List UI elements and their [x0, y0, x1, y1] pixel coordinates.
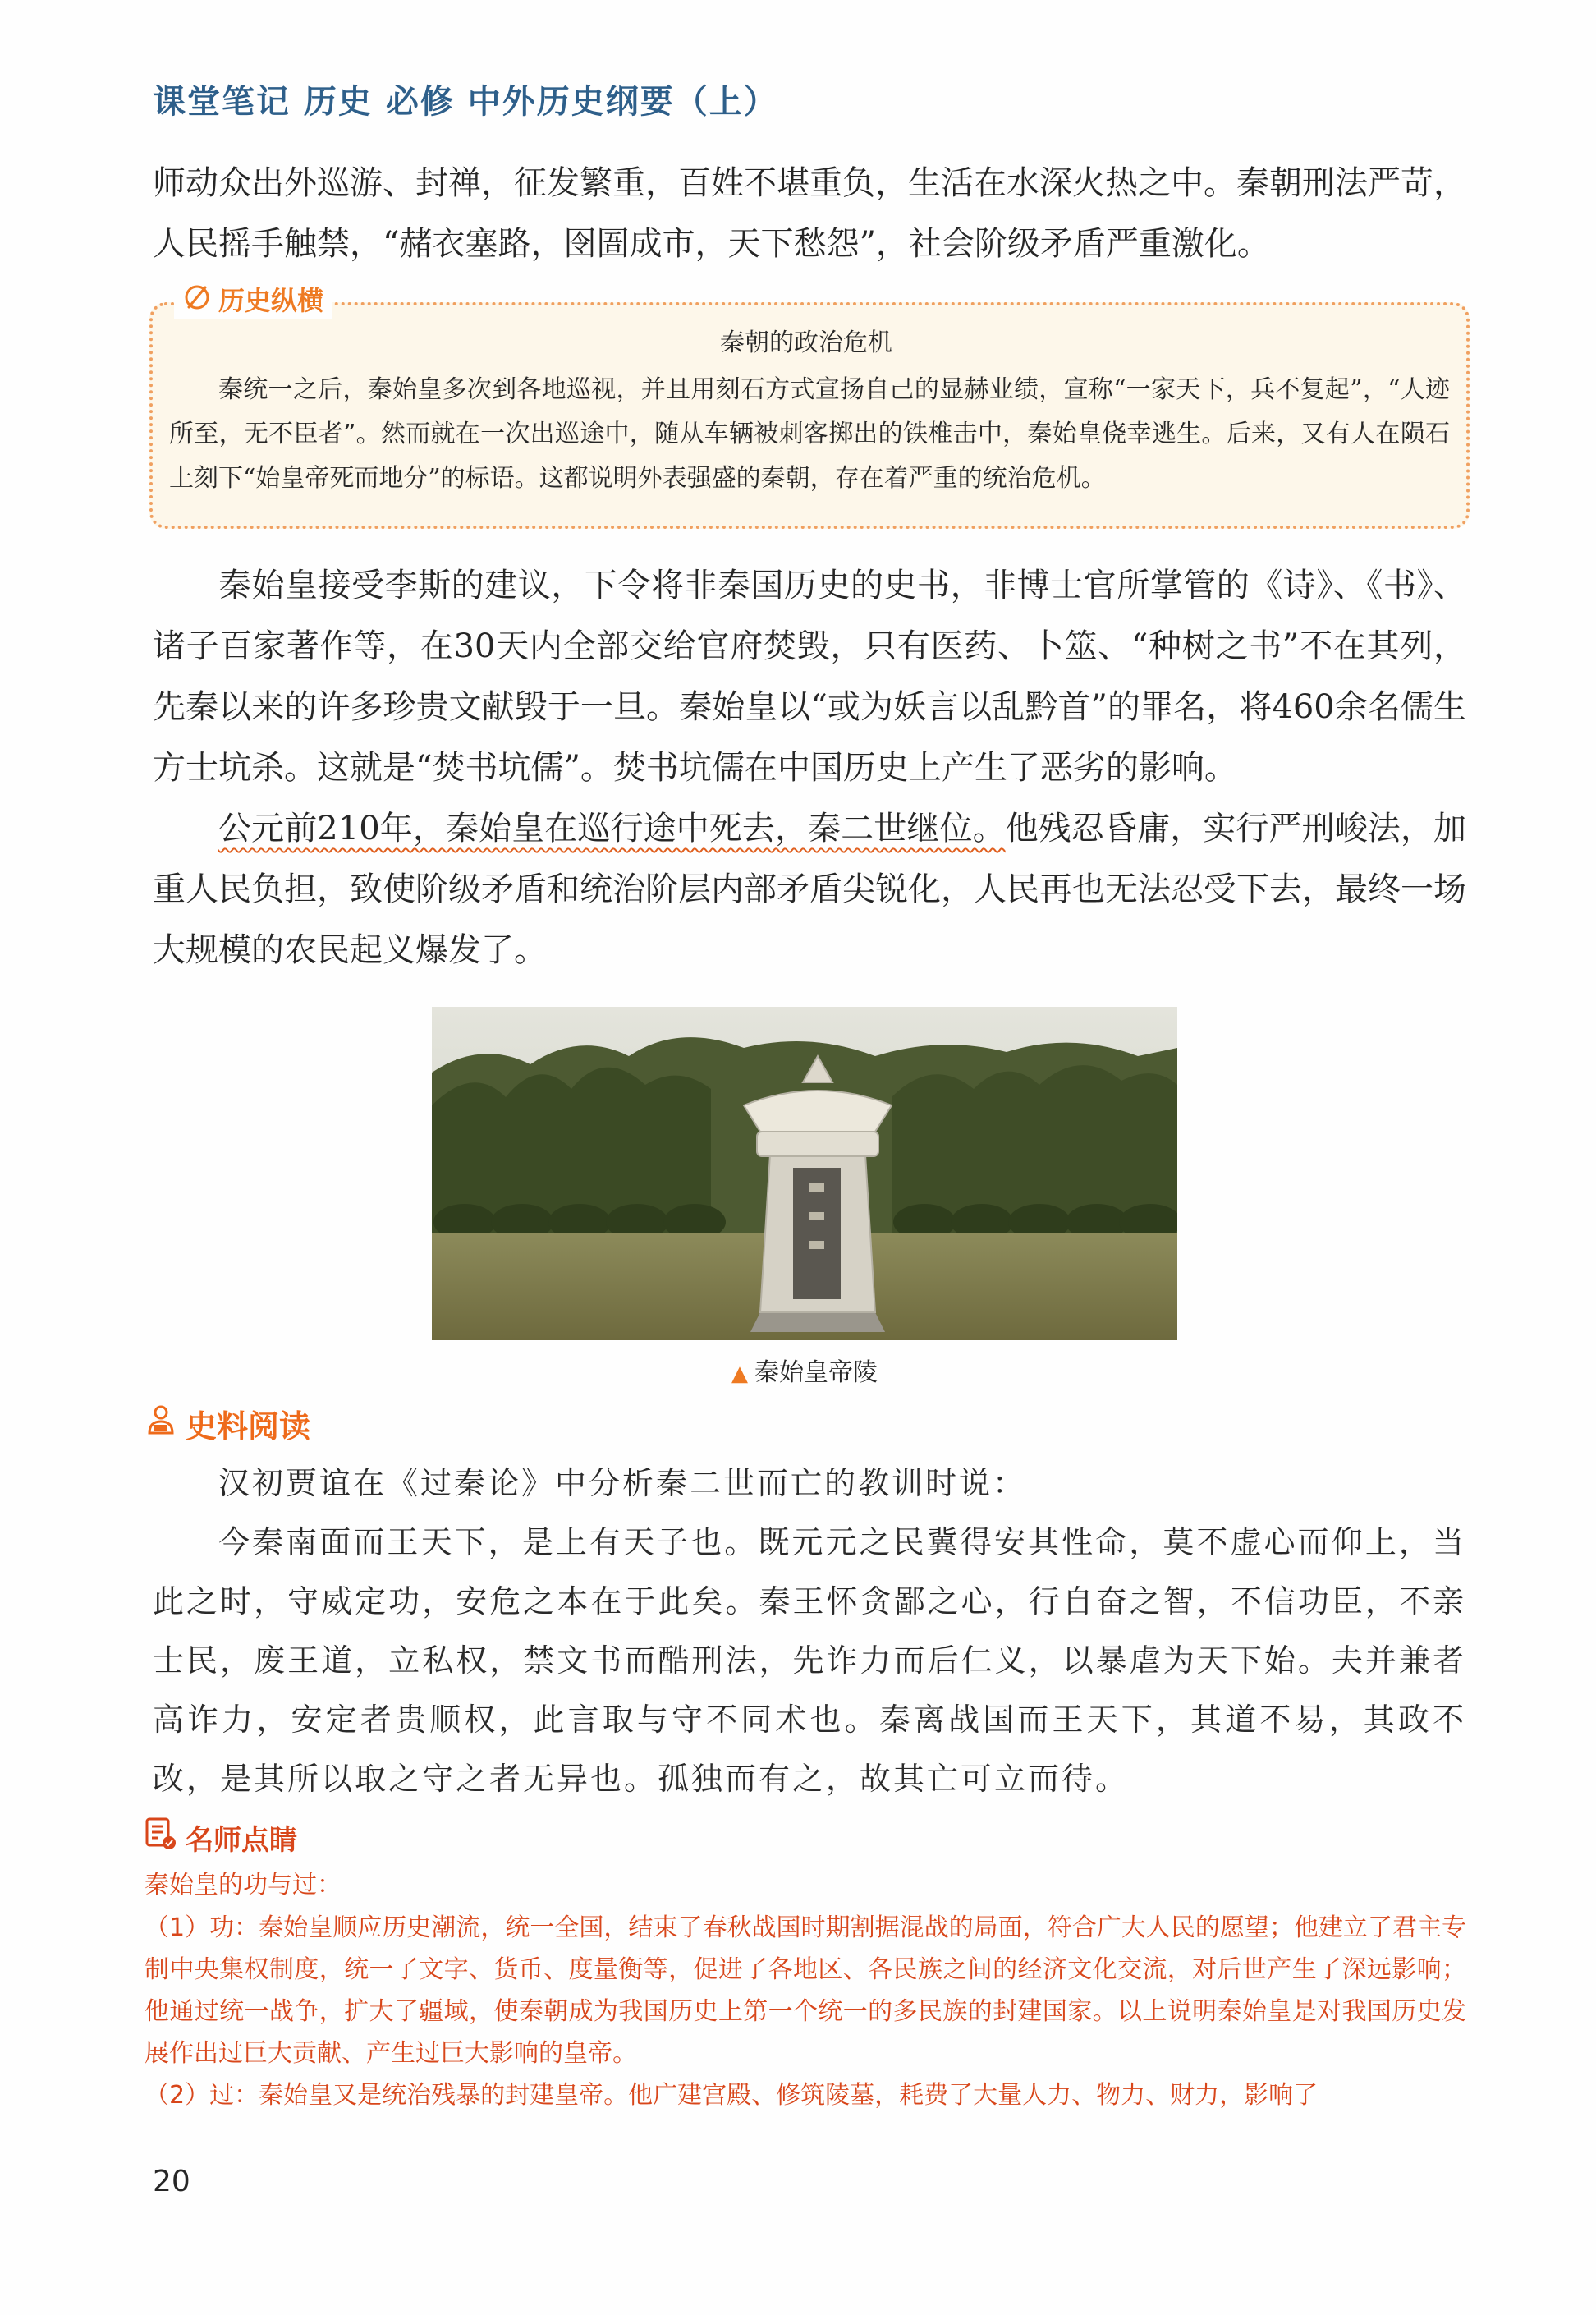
- reading-intro: 汉初贾谊在《过秦论》中分析秦二世而亡的教训时说：: [218, 1465, 1027, 1501]
- teacher-note-merit: （1）功：秦始皇顺应历史潮流，统一全国，结束了春秋战国时期割据混战的局面，符合广大人民的愿望；他建立了君主专制中央集权制度，统一了文字、货币、度量衡等，促进了各地区、各民族之间的经济文化交流，对后世产生了深远影响；他通过统一战争，扩大了疆域，使秦朝成为我国历史上第一个统一的多民族的封建国家。以上说明秦始皇是对我国历史发展作出过巨大贡献、产生过巨大影响的皇帝。: [144, 1913, 1466, 2068]
- teacher-note-label: 名师点睛: [186, 1824, 297, 1857]
- reader-icon: [144, 1403, 177, 1444]
- teacher-note-fault: （2）过：秦始皇又是统治残暴的封建皇帝。他广建宫殿、修筑陵墓，耗费了大量人力、物力、财力，影响了: [144, 2081, 1319, 2110]
- running-header: 课堂笔记 历史 必修 中外历史纲要（上）: [153, 83, 778, 121]
- second-emperor-text: 他残忍昏庸，实行严刑峻法，加重人民负担，致使阶级矛盾和统治阶层内部矛盾尖锐化，人民再也无法忍受下去，最终一场大规模的农民起义爆发了。: [153, 810, 1467, 969]
- burning-books-paragraph: 秦始皇接受李斯的建议，下令将非秦国历史的史书，非博士官所掌管的《诗》、《书》、诸子百家著作等，在30天内全部交给官府焚毁，只有医药、卜筮、“种树之书”不在其列，先秦以来的许多珍贵文献毁于一旦。秦始皇以“或为妖言以乱黔首”的罪名，将460余名儒生方士坑杀。这就是“焚书坑儒”。焚书坑儒在中国历史上产生了恶劣的影响。: [153, 567, 1466, 787]
- reading-quote: 今秦南面而王天下，是上有天子也。既元元之民冀得安其性命，莫不虚心而仰上，当此之时，守威定功，安危之本在于此矣。秦王怀贪鄙之心，行自奋之智，不信功臣，不亲士民，废王道，立私权，禁文书而酷刑法，先诈力而后仁义，以暴虐为天下始。夫并兼者高诈力，安定者贵顺权，此言取与守不同术也。秦离战国而王天下，其道不易，其政不改，是其所以取之守之者无异也。孤独而有之，故其亡可立而待。: [153, 1524, 1466, 1797]
- sidebar-title: 秦朝的政治危机: [720, 328, 892, 357]
- notebook-badge-icon: [144, 1817, 177, 1858]
- reading-section-header: [144, 1401, 310, 1446]
- teacher-note-header: [144, 1817, 297, 1858]
- photo-caption: [432, 1352, 1177, 1388]
- sidebar-label: 历史纵横: [218, 285, 324, 316]
- page-number: 20: [153, 2165, 190, 2198]
- teacher-note-heading: 秦始皇的功与过：: [144, 1871, 342, 1899]
- photo-caption-text: 秦始皇帝陵: [754, 1358, 878, 1387]
- sidebar-text: 秦统一之后，秦始皇多次到各地巡视，并且用刻石方式宣扬自己的显赫业绩，宣称“一家天下，兵不复起”，“人迹所至，无不臣者”。然而就在一次出巡途中，随从车辆被刺客掷出的铁椎击中，秦始皇侥幸逃生。后来，又有人在陨石上刻下“始皇帝死而地分”的标语。这都说明外表强盛的秦朝，存在着严重的统治危机。: [169, 375, 1450, 493]
- reading-label: 史料阅读: [186, 1408, 311, 1445]
- triangle-icon: ▲: [732, 1362, 748, 1386]
- mausoleum-photo: [432, 1007, 1177, 1340]
- intro-paragraph: 师动众出外巡游、封禅，征发繁重，百姓不堪重负，生活在水深火热之中。秦朝刑法严苛，人民摇手触禁，“赭衣塞路，囹圄成市，天下愁怨”，社会阶级矛盾严重激化。: [153, 164, 1466, 263]
- history-compass-icon: [182, 282, 212, 315]
- second-emperor-paragraph: [153, 798, 1466, 981]
- sidebar-header: [174, 279, 332, 319]
- key-point-underline: 公元前210年，秦始皇在巡行途中死去，秦二世继位。: [218, 810, 1006, 847]
